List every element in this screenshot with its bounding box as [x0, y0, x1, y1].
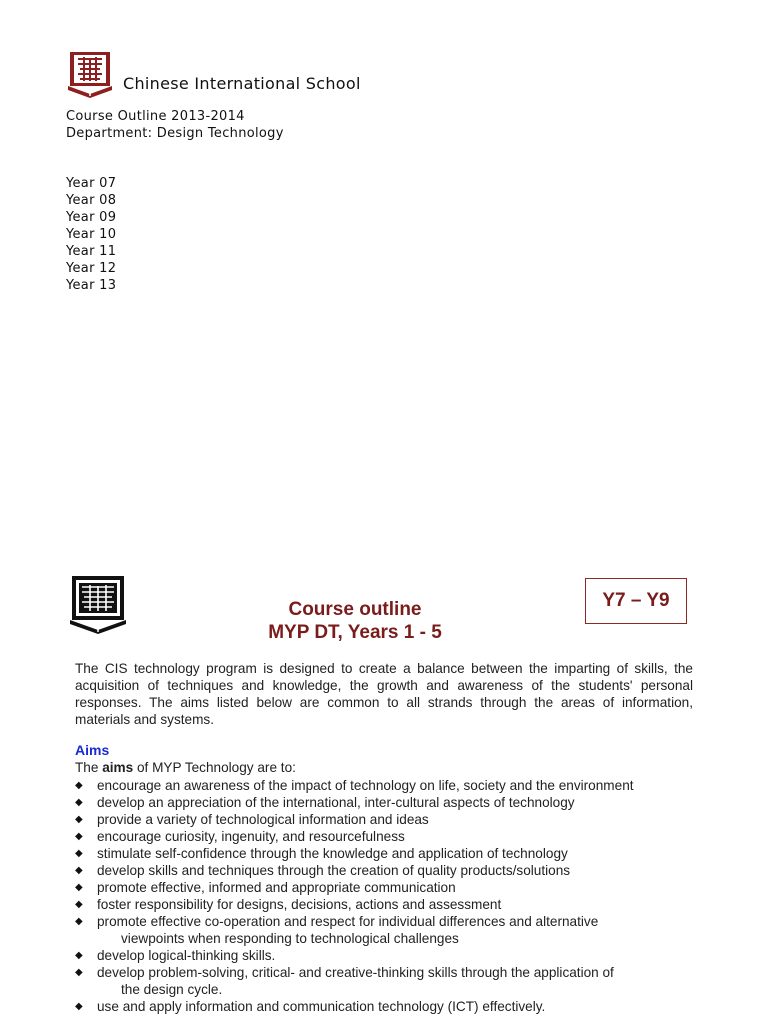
year-range-label: Y7 – Y9 — [602, 590, 670, 611]
course-meta — [66, 108, 284, 142]
aim-continuation: viewpoints when responding to technological challenges — [121, 931, 459, 946]
aim-item — [75, 845, 695, 862]
year-item: Year 08 — [66, 193, 117, 208]
aim-item — [75, 794, 695, 811]
school-logo-icon — [66, 50, 114, 98]
school-name: Chinese International School — [123, 74, 361, 93]
title-line-1: Course outline — [288, 599, 422, 620]
aim-text: foster responsibility for designs, decisions, actions and assessment — [97, 897, 502, 912]
aim-item — [75, 811, 695, 828]
course-outline-title — [200, 598, 510, 644]
aim-text: develop an appreciation of the international, inter-cultural aspects of technology — [97, 795, 575, 810]
aim-text: stimulate self-confidence through the knowledge and application of technology — [97, 846, 568, 861]
year-range-box — [585, 578, 687, 624]
aim-item — [75, 777, 695, 794]
aims-lead-post: of MYP Technology are to: — [133, 760, 296, 775]
aim-text: develop logical-thinking skills. — [97, 948, 276, 963]
year-item: Year 09 — [66, 210, 117, 225]
year-item: Year 10 — [66, 227, 117, 242]
aim-text: develop skills and techniques through the creation of quality products/solutions — [97, 863, 571, 878]
year-item: Year 12 — [66, 261, 117, 276]
aim-text: encourage curiosity, ingenuity, and resourcefulness — [97, 829, 405, 844]
course-outline-year: Course Outline 2013-2014 — [66, 109, 245, 124]
title-line-2: MYP DT, Years 1 - 5 — [268, 622, 442, 643]
department: Department: Design Technology — [66, 126, 284, 141]
aim-text: develop problem-solving, critical- and creative-thinking skills through the application of — [97, 965, 614, 980]
aims-list — [75, 777, 695, 1015]
aim-text: promote effective co-operation and respect for individual differences and alternative — [97, 914, 599, 929]
aim-continuation: the design cycle. — [121, 982, 223, 997]
aim-item — [75, 964, 695, 998]
school-crest-icon — [68, 574, 128, 634]
aim-item — [75, 913, 695, 947]
year-item: Year 13 — [66, 278, 117, 293]
aim-text: provide a variety of technological information and ideas — [97, 812, 429, 827]
aim-item — [75, 879, 695, 896]
year-item: Year 11 — [66, 244, 117, 259]
aim-text: use and apply information and communication technology (ICT) effectively. — [97, 999, 546, 1014]
intro-paragraph: The CIS technology program is designed to create a balance between the imparting of skills, the acquisition of techniques and knowledge, the growth and awareness of the students' personal responses. The aims listed below are common to all strands through the areas of information, materials and systems. — [75, 661, 693, 727]
aim-item — [75, 998, 695, 1015]
aim-text: promote effective, informed and appropriate communication — [97, 880, 456, 895]
aims-heading: Aims — [75, 742, 110, 758]
year-list — [66, 175, 116, 294]
aim-item — [75, 947, 695, 964]
aim-item — [75, 896, 695, 913]
aim-text: encourage an awareness of the impact of technology on life, society and the environment — [97, 778, 634, 793]
year-item: Year 07 — [66, 176, 117, 191]
aim-item — [75, 828, 695, 845]
aims-lead — [75, 760, 296, 775]
aims-lead-bold: aims — [102, 760, 134, 775]
aim-item — [75, 862, 695, 879]
aims-lead-pre: The — [75, 760, 103, 775]
